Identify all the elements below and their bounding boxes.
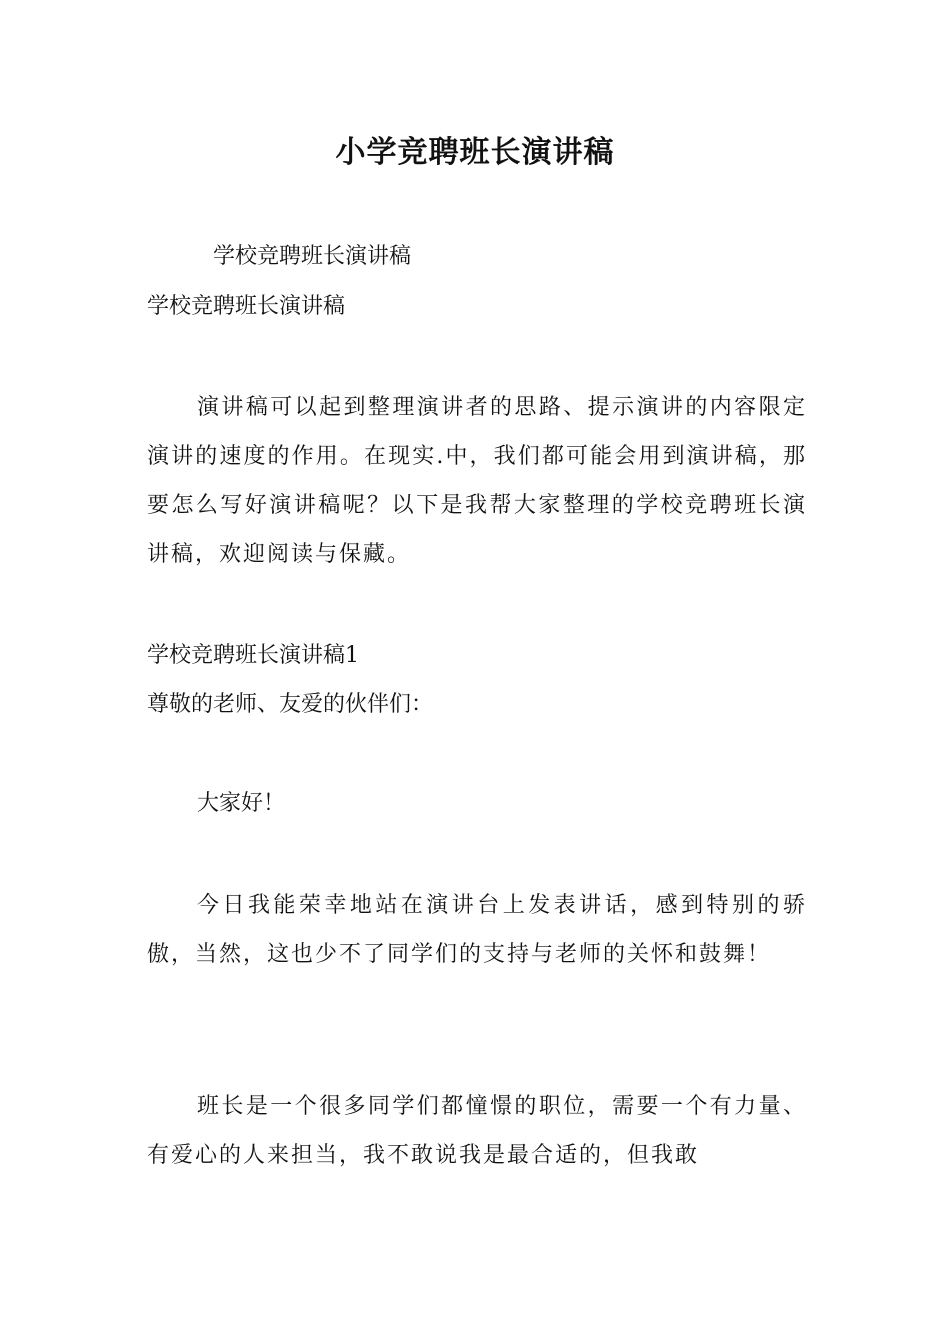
document-title: 小学竞聘班长演讲稿: [335, 135, 615, 170]
greeting: 大家好！: [197, 791, 286, 816]
body-paragraph-1: 今日我能荣幸地站在演讲台上发表讲话，感到特别的骄傲，当然，这也少不了同学们的支持与老师的关怀和鼓舞！: [147, 893, 807, 967]
subtitle: 学校竞聘班长演讲稿: [147, 294, 346, 319]
section-heading: 学校竞聘班长演讲稿1: [147, 643, 359, 668]
intro-paragraph: 演讲稿可以起到整理演讲者的思路、提示演讲的内容限定演讲的速度的作用。在现实.中，我们都可能会用到演讲稿，那要怎么写好演讲稿呢？以下是我帮大家整理的学校竞聘班长演讲稿，欢迎阅读与保藏。: [147, 395, 807, 567]
subtitle-indented: 学校竞聘班长演讲稿: [213, 244, 412, 269]
body-paragraph-2: 班长是一个很多同学们都憧憬的职位，需要一个有力量、有爱心的人来担当，我不敢说我是最合适的，但我敢: [147, 1094, 807, 1168]
salutation: 尊敬的老师、友爱的伙伴们：: [147, 692, 434, 717]
